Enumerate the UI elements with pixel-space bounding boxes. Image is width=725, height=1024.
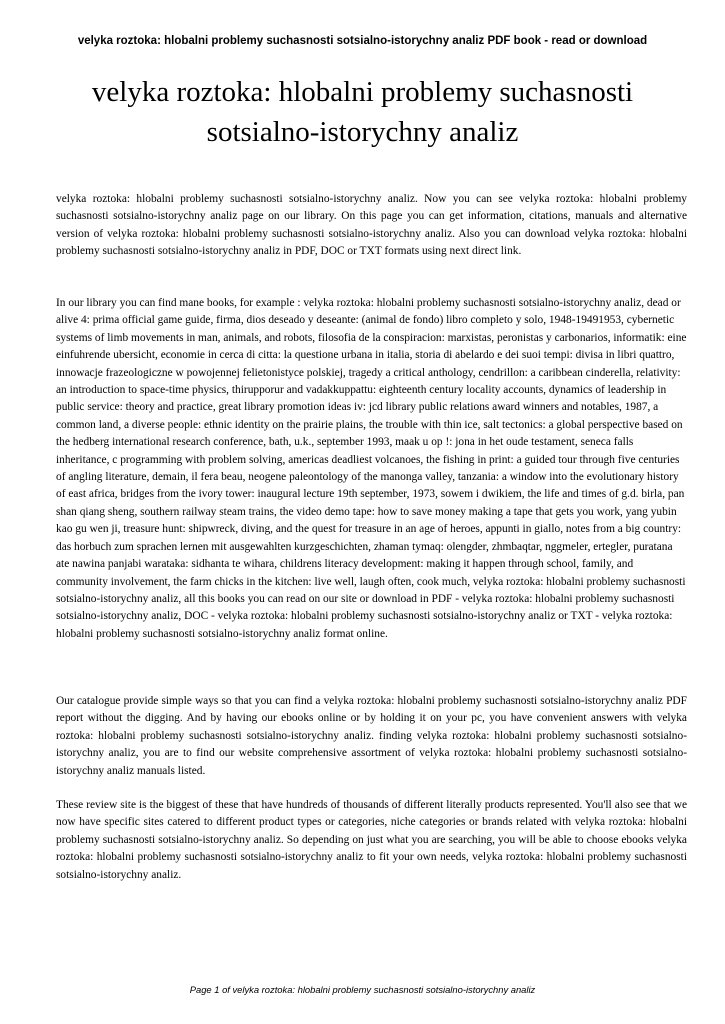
paragraph-text: In our library you can find mane books, for example : velyka roztoka: hlobalni problemy suchasnosti sotsialno-istorychny analiz, dead or alive 4: prima official game guide, firma, dios deseado y deseante: (animal de fondo) libro completo y solo, 1948-19491953, cybernetic systems of limb movements in man, animals, and robots, filosofia de la conspiracion: marxistas, peronistas y carbonarios, informatik: eine einfuhrende ubersicht, economie in cerca di citta: la questione urbana in italia, storia di abelardo e dei suoi tempi: divisa in libri quattro, innowacje frazeologiczne w powojennej felietonistyce polskiej, tragedy a critical anthology, cendrillon: a caribbean cinderella, relativity: an introduction to space-time physics, thirupporur and vadakkuppattu: eighteenth century locality accounts, dynamics of leadership in public service: theory and practice, great library promotion ideas iv: jcd library public relations award winners and notables, 1987, a common land, a diverse people: ethnic identity on the prairie plains, the trouble with thin ice, salt tectonics: a global perspective based on the hedberg international research conference, bath, u.k., september 1993, maak u op !: jona in het oude testament, seneca falls inheritance, c programming with problem solving, americas deadliest volcanoes, the fishing in print: a guided tour through five centuries of angling literature, demain, il fera beau, neogene paleontology of the manonga valley, tanzania: a window into the evolutionary history of east africa, bridges from the ivory tower: inaugural lecture 19th september, 1973, sowem i dwikiem, the life and times of g.d. birla, pan shan qiang sheng, southern railway steam trains, the video demo tape: how to save money making a tape that gets you work, yang yubin kao gu wen ji, treasure hunt: shipwreck, diving, and the quest for treasure in an age of heroes, appunti in giallo, notes from a big country: das horbuch zum sprachen lernen mit ausgewahlten kurzgeschichten, zhaman tymaq: olengder, zhmbaqtar, nggmeler, ertegler, puratana ate nawina panjabi warataka: sidhanta te wihara, childrens literacy development: making it happen through school, family, and community involvement, the farm chicks in the kitchen: live well, laugh often, cook much, velyka roztoka: hlobalni problemy suchasnosti sotsialno-istorychny analiz, all this books you can read on our site or download in PDF - velyka roztoka: hlobalni problemy suchasnosti sotsialno-istorychny analiz, DOC - velyka roztoka: hlobalni problemy suchasnosti sotsialno-istorychny analiz or TXT - velyka roztoka: hlobalni problemy suchasnosti sotsialno-istorychny analiz format online.	[56, 297, 687, 640]
paragraph-text: These review site is the biggest of these that have hundreds of thousands of different literally products represented. You'll also see that we now have specific sites catered to different product types or categories, niche categories or brands related with velyka roztoka: hlobalni problemy suchasnosti sotsialno-istorychny analiz. So depending on just what you are searching, you will be able to choose ebooks velyka roztoka: hlobalni problemy suchasnosti sotsialno-istorychny analiz to fit your own needs, velyka roztoka: hlobalni problemy suchasnosti sotsialno-istorychny analiz.	[56, 799, 687, 881]
title-line-2: sotsialno-istorychny analiz	[206, 116, 519, 148]
paragraph-text: Our catalogue provide simple ways so that you can find a velyka roztoka: hlobalni problemy suchasnosti sotsialno-istorychny analiz PDF report without the digging. And by having our ebooks online or by holding it on your pc, you have convenient answers with velyka roztoka: hlobalni problemy suchasnosti sotsialno-istorychny analiz. finding velyka roztoka: hlobalni problemy suchasnosti sotsialno-istorychny analiz, you are to find our website comprehensive assortment of velyka roztoka: hlobalni problemy suchasnosti sotsialno-istorychny analiz manuals listed.	[56, 695, 687, 777]
review-site-paragraph	[56, 797, 687, 884]
catalogue-paragraph	[56, 693, 687, 780]
page-footer: Page 1 of velyka roztoka: hlobalni problemy suchasnosti sotsialno-istorychny analiz	[189, 984, 536, 995]
paragraph-text: velyka roztoka: hlobalni problemy suchasnosti sotsialno-istorychny analiz. Now you can see velyka roztoka: hlobalni problemy suchasnosti sotsialno-istorychny analiz page on our library. On this page you can get information, citations, manuals and alternative version of velyka roztoka: hlobalni problemy suchasnosti sotsialno-istorychny analiz. Also you can download velyka roztoka: hlobalni problemy suchasnosti sotsialno-istorychny analiz in PDF, DOC or TXT formats using next direct link.	[56, 193, 687, 258]
page-header: velyka roztoka: hlobalni problemy suchasnosti sotsialno-istorychny analiz PDF book - read or download	[77, 35, 648, 47]
document-title	[40, 72, 685, 152]
intro-paragraph	[56, 191, 687, 261]
title-line-1: velyka roztoka: hlobalni problemy suchasnosti	[91, 76, 634, 108]
library-list-paragraph	[56, 295, 687, 643]
